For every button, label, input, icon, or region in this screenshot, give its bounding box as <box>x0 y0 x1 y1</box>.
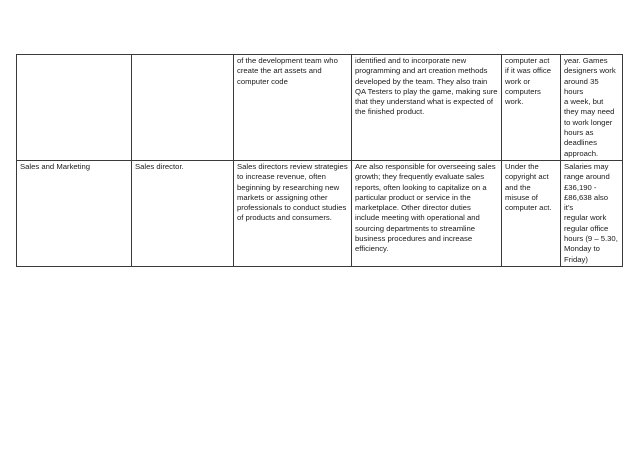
job-roles-table <box>16 54 623 267</box>
responsibilities-cell: identified and to incorporate new programming and art creation methods developed by the team. They also train QA Testers to play the game, making sure that they understand what is expected of the finished product. <box>352 55 502 161</box>
job-title-cell: Sales director. <box>132 160 234 266</box>
table-row <box>17 55 623 161</box>
table-row <box>17 160 623 266</box>
role-cell: Sales and Marketing <box>17 160 132 266</box>
pay-hours-cell: Salaries may range around £36,190 - £86,638 also it’s regular work regular office hours (9 – 5.30, Monday to Friday) <box>561 160 623 266</box>
legislation-cell: computer act if it was office work or computers work. <box>502 55 561 161</box>
job-title-cell <box>132 55 234 161</box>
role-cell <box>17 55 132 161</box>
pay-hours-cell: year. Games designers work around 35 hours a week, but they may need to work longer hours as deadlines approach. <box>561 55 623 161</box>
job-description-cell: Sales directors review strategies to increase revenue, often beginning by researching new markets or assigning other professionals to conduct studies of products and consumers. <box>234 160 352 266</box>
responsibilities-cell: Are also responsible for overseeing sales growth; they frequently evaluate sales reports, often looking to capitalize on a particular product or service in the marketplace. Other director duties include meeting with operational and sourcing departments to streamline business procedures and increase efficiency. <box>352 160 502 266</box>
legislation-cell: Under the copyright act and the misuse of computer act. <box>502 160 561 266</box>
job-description-cell: of the development team who create the art assets and computer code <box>234 55 352 161</box>
